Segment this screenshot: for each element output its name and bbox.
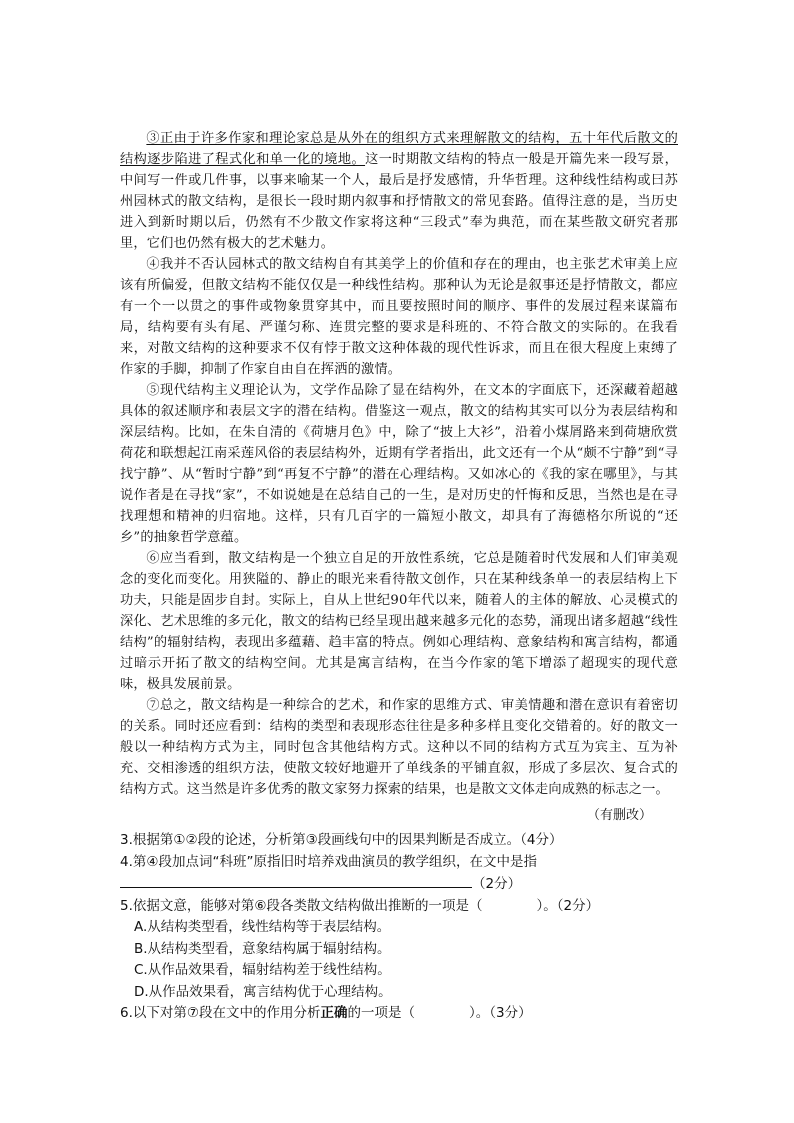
question-6 — [120, 1003, 678, 1025]
paragraph-7: ⑦总之，散文结构是一种综合的艺术，和作家的思维方式、审美情趣和潜在意识有着密切的关系。同时还应看到：结构的类型和表现形态往往是多种多样且变化交错着的。好的散文一般以一种结构方式为主，同时包含其他结构方式。这种以不同的结构方式互为宾主、互为补充、交相渗透的组织方法，使散文较好地避开了单线条的平铺直叙，形成了多层次、复合式的结构方式。这当然是许多优秀的散文家努力探索的结果，也是散文文体走向成熟的标志之一。 — [120, 698, 678, 797]
question-4: 4.第④段加点词“科班”原指旧时培养戏曲演员的教学组织，在文中是指 — [120, 853, 537, 870]
paragraph-4: ④我并不否认园林式的散文结构自有其美学上的价值和存在的理由，也主张艺术审美上应该有所偏爱，但散文结构不能仅仅是一种线性结构。那种认为无论是叙事还是抒情散文，都应有一个一以贯之的事件或物象贯穿其中，而且要按照时间的顺序、事件的发展过程来谋篇布局，结构要有头有尾、严谨匀称、连贯完整的要求是科班的、不符合散文的实际的。在我看来，对散文结构的这种要求不仅有悖于散文这种体裁的现代性诉求，而且在很大程度上束缚了作家的手脚，抑制了作家自由自在挥洒的激情。 — [120, 257, 678, 377]
question-6-emphasis: 正确 — [320, 1005, 348, 1021]
paragraph-3-rest: 这一时期散文结构的特点一般是开篇先来一段写景，中间写一件或几件事，以事来喻某一个人，最后是抒发感情，升华哲理。这种线性结构或曰苏州园林式的散文结构，是很长一段时期内叙事和抒情散文的常见套路。值得注意的是，当历史进入到新时期以后，仍然有不少散文作家将这种“三段式”奉为典范，而在某些散文研究者那里，它们也仍然有极大的艺术魅力。 — [120, 152, 678, 251]
source-note: （有删改） — [586, 808, 652, 823]
question-5-option-a[interactable]: A.从结构类型看，线性结构等于表层结构。 — [134, 919, 391, 935]
paragraph-5: ⑤现代结构主义理论认为，文学作品除了显在结构外，在文本的字面底下，还深藏着超越具体的叙述顺序和表层文字的潜在结构。借鉴这一观点，散文的结构其实可以分为表层结构和深层结构。比如，在朱自清的《荷塘月色》中，除了“披上大衫”，沿着小煤屑路来到荷塘欣赏荷花和联想起江南采莲风俗的表层结构外，近期有学者指出，此文还有一个从“颇不宁静”到“寻找宁静”、从“暂时宁静”到“再复不宁静”的潜在心理结构。又如冰心的《我的家在哪里》，与其说作者是在寻找“家”，不如说她是在总结自己的一生，是对历史的忏悔和反思，当然也是在寻找理想和精神的归宿地。这样，只有几百字的一篇短小散文，却具有了海德格尔所说的“还乡”的抽象哲学意蕴。 — [120, 383, 678, 545]
paragraph-3 — [120, 128, 678, 254]
question-6-text-start: 6.以下对第⑦段在文中的作用分析 — [120, 1005, 321, 1021]
paragraph-6: ⑥应当看到，散文结构是一个独立自足的开放性系统，它总是随着时代发展和人们审美观念的变化而变化。用狭隘的、静止的眼光来看待散文创作，只在某种线条单一的表层结构上下功夫，只能是固步自封。实际上，自从上世纪90年代以来，随着人的主体的解放、心灵模式的深化、艺术思维的多元化，散文的结构已经呈现出越来越多元化的态势，涌现出诸多超越“线性结构”的辐射结构，表现出多蕴藉、趋丰富的特点。例如心理结构、意象结构和寓言结构，都通过暗示开拓了散文的结构空间。尤其是寓言结构，在当今作家的笔下增添了超现实的现代意味，极具发展前景。 — [120, 551, 678, 692]
question-3: 3.根据第①②段的论述，分析第③段画线句中的因果判断是否成立。（4分） — [120, 832, 563, 848]
answer-blank[interactable] — [120, 873, 472, 888]
question-5: 5.依据文意，能够对第⑥段各类散文结构做出推断的一项是（ ）。（2分） — [120, 897, 600, 914]
questions-section — [120, 830, 678, 1025]
question-5-option-d[interactable]: D.从作品效果看，寓言结构优于心理结构。 — [134, 983, 392, 1000]
question-5-option-b[interactable]: B.从结构类型看，意象结构属于辐射结构。 — [134, 940, 391, 957]
question-4-score: （2分） — [472, 876, 522, 892]
question-6-text-end: 的一项是（ ）。（3分） — [347, 1005, 532, 1021]
question-5-option-c[interactable]: C.从作品效果看，辐射结构差于线性结构。 — [134, 962, 391, 978]
document-page — [120, 128, 678, 1025]
question-4-answer-line — [120, 873, 678, 896]
underlined-sentence: ③正由于许多作家和理论家总是从外在的组织方式来理解散文的结构，五十年代后散文的结构逐步陷进了程式化和单一化的境地。 — [120, 131, 678, 167]
